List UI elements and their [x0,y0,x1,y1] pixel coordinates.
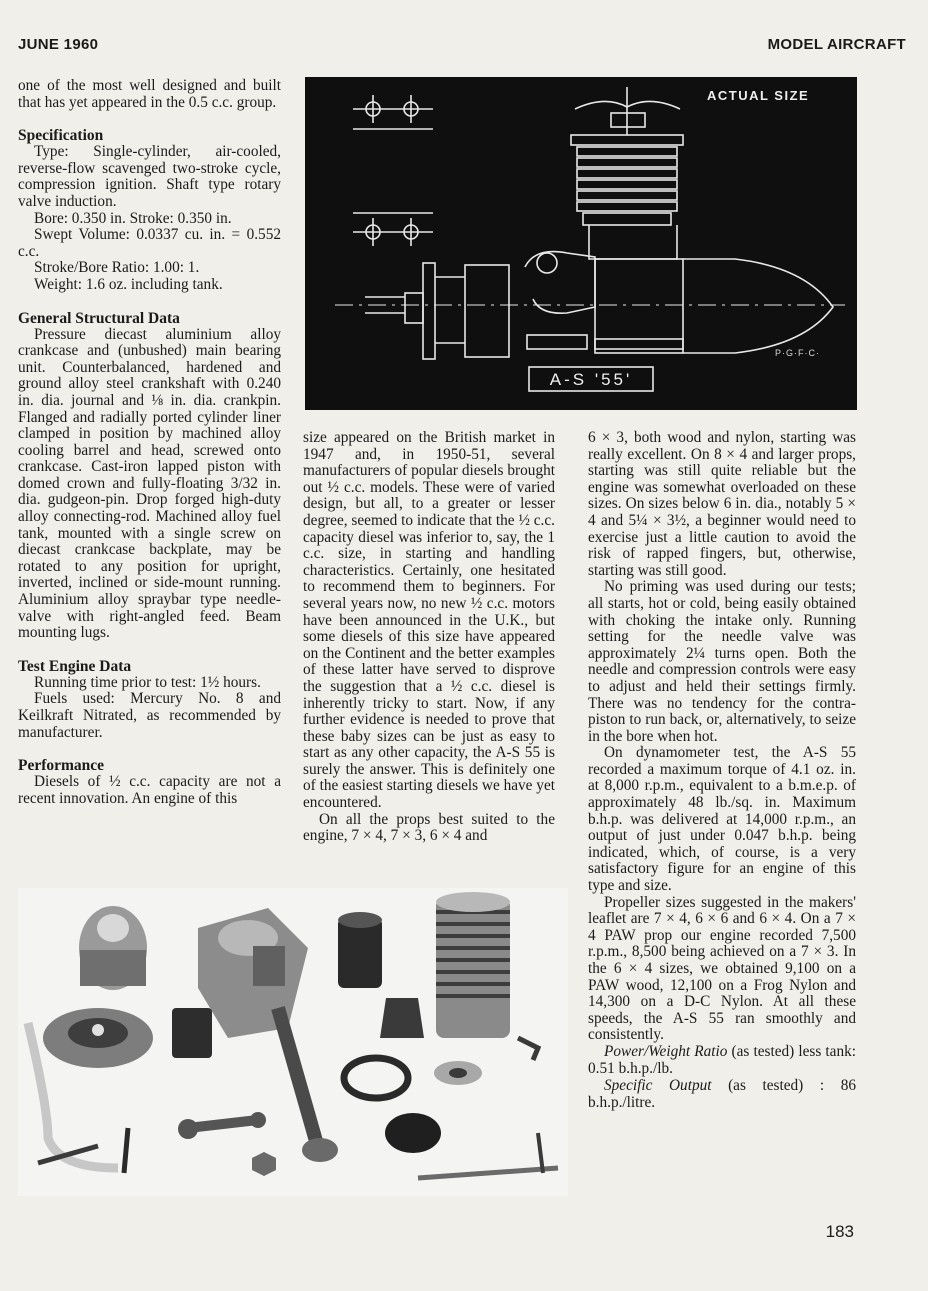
spec-swept-volume: Swept Volume: 0.0337 cu. in. = 0.552 c.c. [18,226,281,260]
spec-type: Type: Single-cylinder, air-cooled, reverse-flow scavenged two-stroke cycle, compression ignition. Shaft type rotary valve induction. [18,143,281,210]
spec-weight: Weight: 1.6 oz. including tank. [34,275,223,293]
engine-parts-photo [18,888,568,1196]
running-header-date: JUNE 1960 [18,36,99,53]
column-3 [588,430,856,1111]
drawing-title: A-S '55' [549,370,633,389]
engine-parts-photo-svg [18,888,568,1196]
drawing-actual-size-label: ACTUAL SIZE [707,88,810,103]
specific-output-label: Specific Output [604,1077,712,1095]
column-3-paragraph-1: 6 × 3, both wood and nylon, starting was really excellent. On 8 × 4 and larger props, starting was still quite reliable but the engine was somewhat overloaded on these sizes. On sizes below 6 in. dia., notably 5 × 4 and 5¼ × 3½, a beginner would need to exercise just a little caution to avoid the risk of rapped fingers, but, otherwise, starting was still good. [588,429,856,579]
specification-heading: Specification [18,127,104,145]
column-1 [18,78,281,807]
column-3-paragraph-4: Propeller sizes suggested in the makers' leaflet are 7 × 4, 6 × 6 and 6 × 4. On a 7 × 4 PAW prop our engine recorded 7,500 r.p.m., 8,500 being achieved on a 7 × 3. In the 6 × 4 sizes, we obtained 9,100 on a PAW wood, 12,100 on a Frog Nylon and 14,300 on a D-C Nylon. At all these speeds, the A-S 55 ran smoothly and consistently. [588,893,856,1044]
engine-drawing [305,77,857,410]
power-weight-value: (as tested) less tank: 0.51 b.h.p./lb. [588,1042,856,1077]
structural-data-heading: General Structural Data [18,309,180,327]
page-number: 183 [825,1222,854,1241]
engine-drawing-svg [305,77,857,410]
performance-text: Diesels of ½ c.c. capacity are not a recent innovation. An engine of this [18,773,281,807]
column-2-paragraph-2: On all the props best suited to the engine, 7 × 4, 7 × 3, 6 × 4 and [303,810,555,845]
specific-output-value: (as tested) : 86 b.h.p./litre. [588,1077,856,1111]
column-3-paragraph-3: On dynamometer test, the A-S 55 recorded a maximum torque of 4.1 oz. in. at 8,000 r.p.m., equivalent to a b.m.e.p. of approximately 48 lb./sq. in. Maximum b.h.p. was delivered at 14,000 r.p.m., an output of just under 0.047 b.h.p. being indicated, which, of course, is a very satisfactory figure for an engine of this type and size. [588,744,856,895]
column-2-paragraph-1: size appeared on the British market in 1947 and, in 1950-51, several manufacturers of popular diesels brought out ½ c.c. models. These were of varied design, but all, to a greater or lesser degree, seemed to indicate that the ½ c.c. capacity diesel was inferior to, say, the 1 c.c. size, in starting and handling characteristics. Certainly, one hesitated to recommend them to beginners. For several years now, no new ½ c.c. motors have been announced in the U.K., but some diesels of this size have appeared on the Continent and the better examples of these latter have served to disprove the suggestion that a ½ c.c. diesel is inherently tricky to start. Now, if any further evidence is needed to prove that these baby sizes can be just as easy to start as any other capacity, the A-S 55 is surely the answer. This is definitely one of the easiest starting diesels we have yet encountered. [303,429,555,812]
column-3-paragraph-2: No priming was used during our tests; all starts, hot or cold, being easily obtained with choking the intake only. Running setting for the needle valve was approximately 2¼ turns open. Both the needle and compression controls were easy to adjust and held their settings firmly. There was no tendency for the contra-piston to run back, or, alternatively, to seize in the bore when hot. [588,578,856,745]
structural-data-text: Pressure diecast aluminium alloy crankcase and (unbushed) main bearing unit. Counterbalanced, hardened and ground alloy steel crankshaft with 0.240 in. dia. journal and ⅛ in. dia. crankpin. Flanged and radially ported cylinder liner clamped in position by machined alloy cooling barrel and head, screwed onto crankcase. Cast-iron lapped piston with domed crown and fully-floating 3/32 in. dia. gudgeon-pin. Drop forged high-duty alloy connecting-rod. Machined alloy fuel tank, mounted with a single screw on diecast crankcase backplate, may be rotated to any position for upright, inverted, inclined or side-mount running. Aluminium alloy spraybar type needle-valve with right-angled feed. Beam mounting lugs. [18,325,281,642]
intro-paragraph: one of the most well designed and built that has yet appeared in the 0.5 c.c. group. [18,77,281,111]
specific-output [588,1078,856,1111]
power-weight-label: Power/Weight Ratio [604,1042,728,1060]
spec-bore-stroke: Bore: 0.350 in. Stroke: 0.350 in. [34,209,232,227]
spec-stroke-bore-ratio: Stroke/Bore Ratio: 1.00: 1. [34,259,200,277]
power-weight-ratio [588,1044,856,1077]
performance-heading: Performance [18,757,105,775]
test-engine-data-heading: Test Engine Data [18,657,132,675]
column-2 [303,430,555,845]
test-running-time: Running time prior to test: 1½ hours. [34,673,261,691]
drawing-initials: P·G·F·C· [775,348,820,358]
test-fuels: Fuels used: Mercury No. 8 and Keilkraft Nitrated, as recommended by manufacturer. [18,690,281,741]
running-header-magazine: MODEL AIRCRAFT [767,36,906,53]
